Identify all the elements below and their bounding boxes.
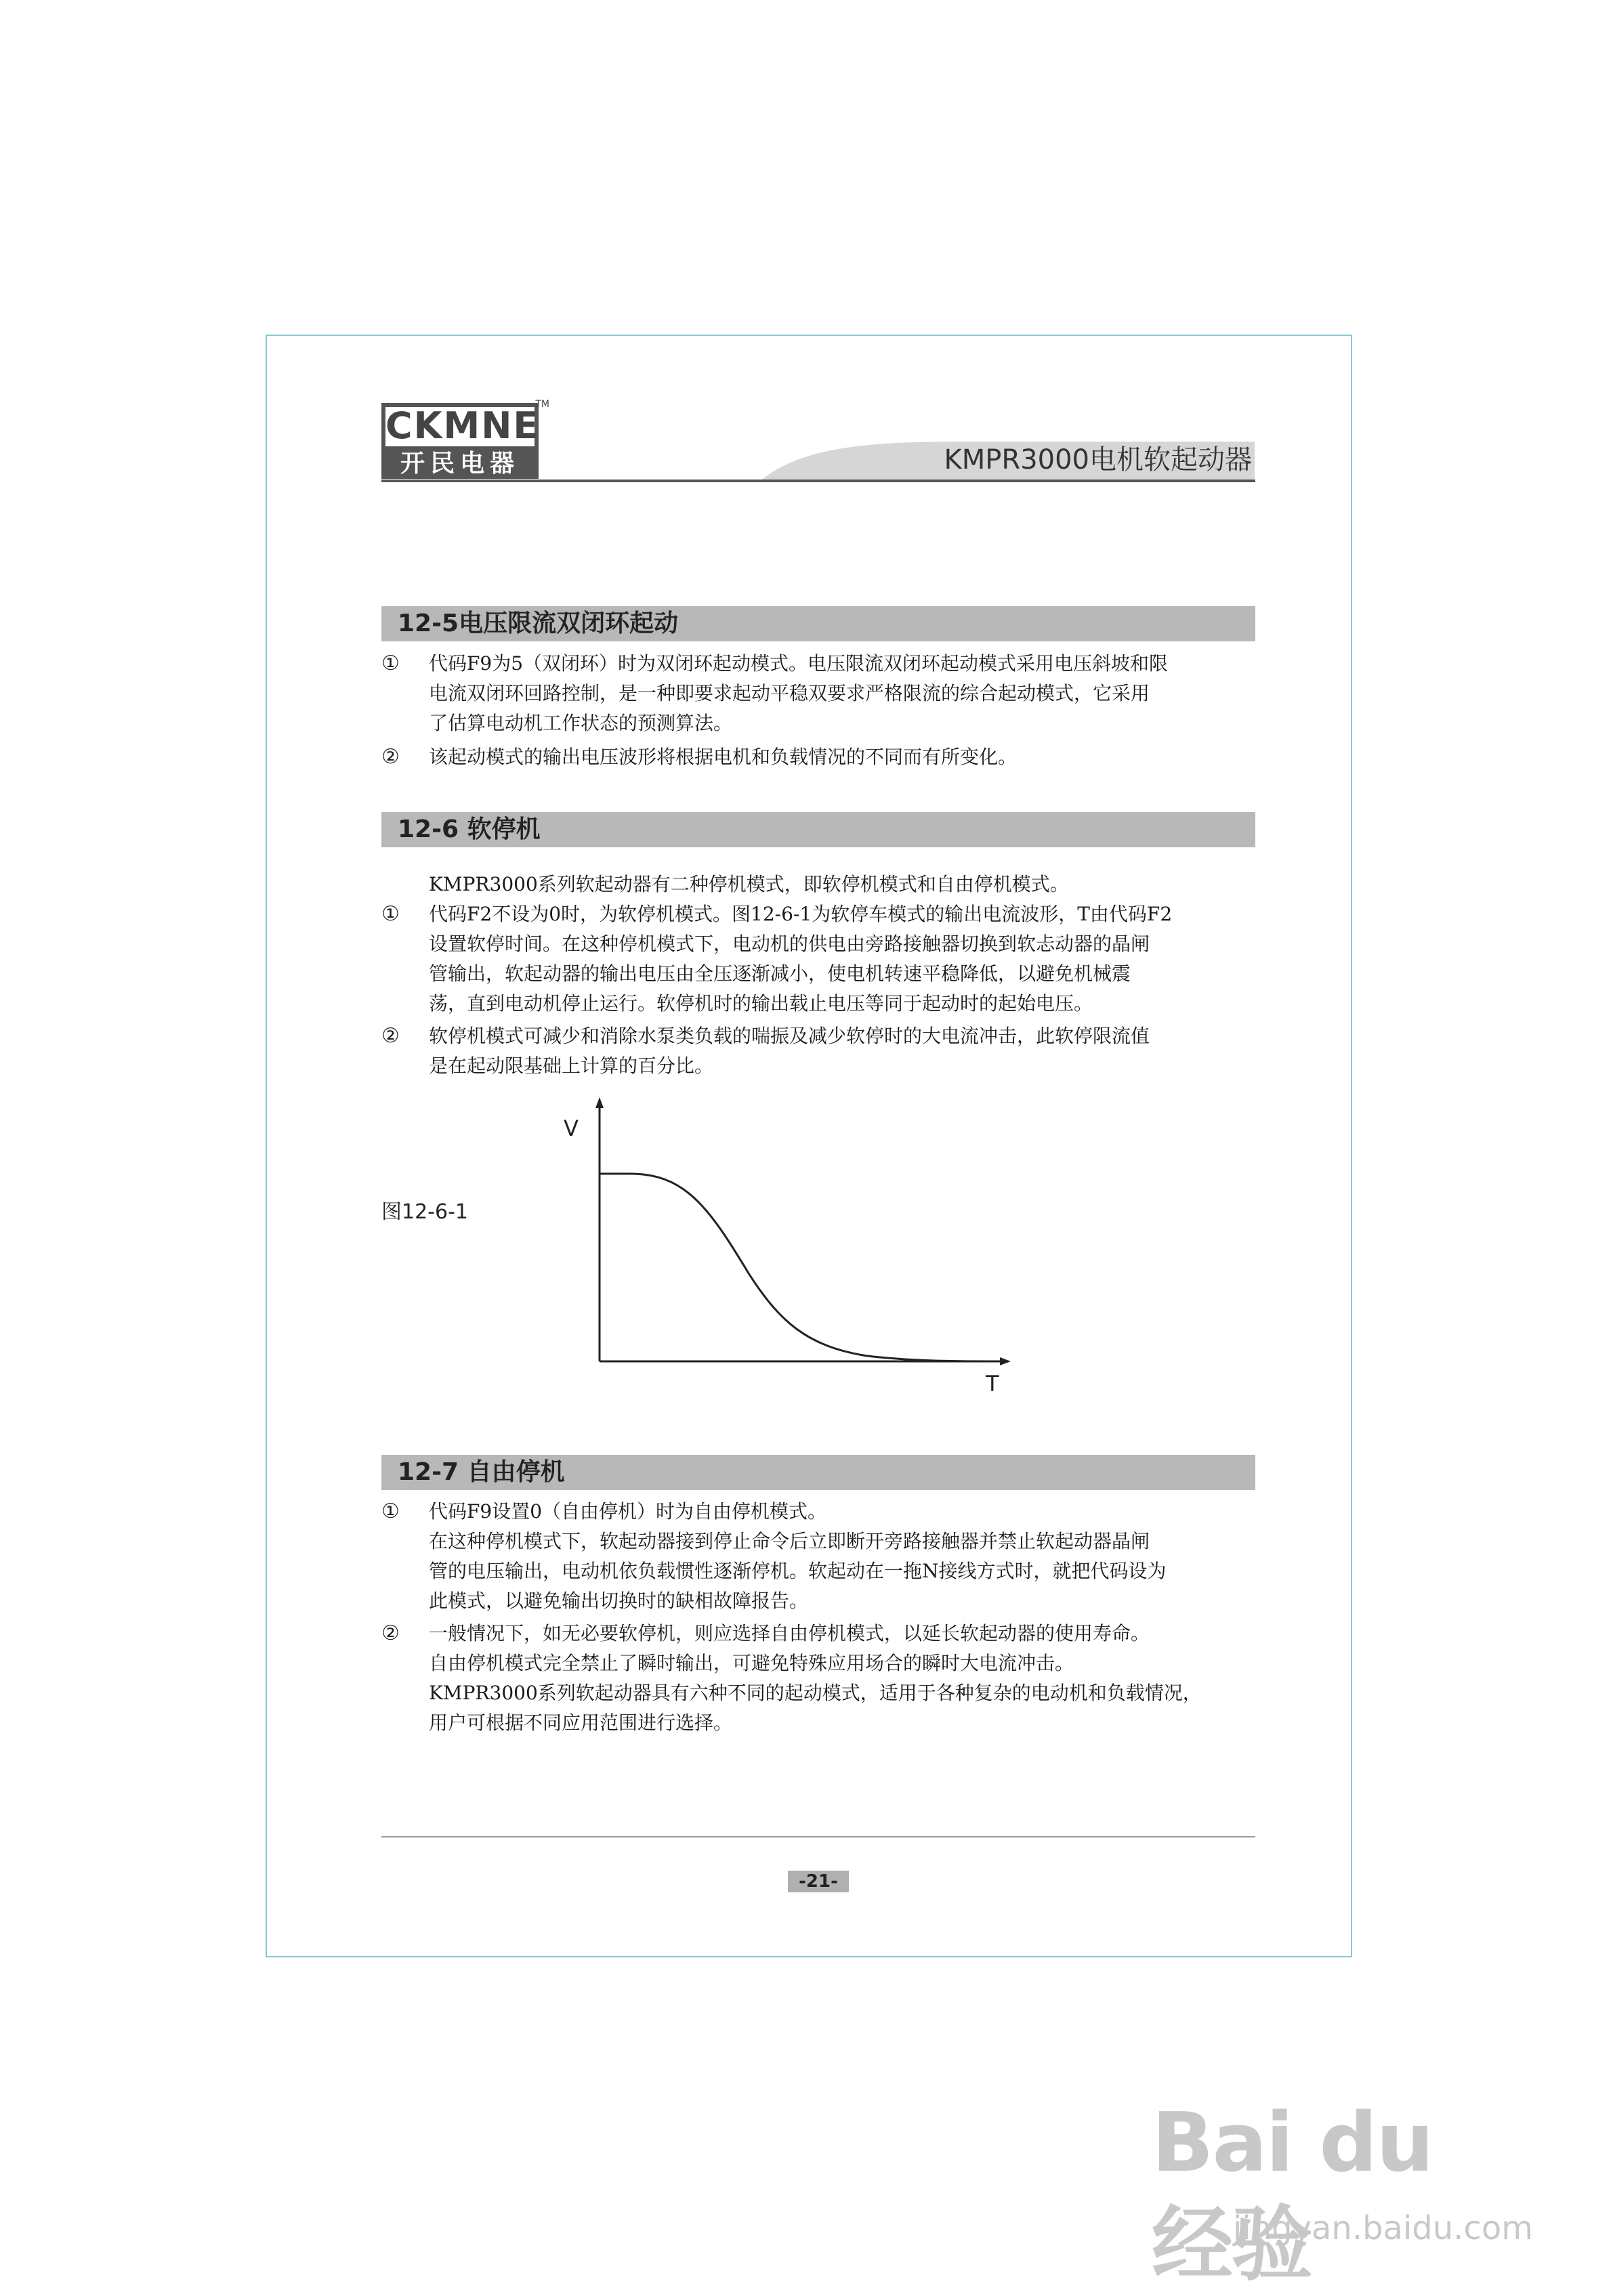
soft-stop-waveform-figure (583, 1097, 1016, 1368)
item-marker: ① (381, 1500, 400, 1523)
paragraph-line: 管输出，软起动器的输出电压由全压逐渐减小，使电机转速平稳降低，以避免机械震 (429, 962, 1131, 985)
paragraph-line: 是在起动限基础上计算的百分比。 (429, 1055, 714, 1077)
y-axis-label: V (564, 1115, 579, 1141)
footer-divider (381, 1836, 1255, 1837)
y-axis-arrow (595, 1097, 604, 1108)
baidu-watermark (1152, 2093, 1533, 2292)
header-divider (381, 480, 1255, 482)
paragraph-line: 用户可根据不同应用范围进行选择。 (429, 1712, 733, 1734)
paragraph-line: 代码F9为5（双闭环）时为双闭环起动模式。电压限流双闭环起动模式采用电压斜坡和限 (429, 652, 1169, 675)
paragraph-line: 在这种停机模式下，软起动器接到停止命令后立即断开旁路接触器并禁止软起动器晶闸 (429, 1530, 1150, 1552)
brand-logo (381, 399, 549, 479)
section-heading-12-7: 12-7 自由停机 (381, 1455, 1255, 1490)
item-marker: ② (381, 745, 400, 769)
figure-label: 图12-6-1 (381, 1200, 468, 1224)
document-title: KMPR3000电机软起动器 (944, 444, 1252, 475)
voltage-decay-curve (600, 1174, 989, 1361)
paragraph-line: 电流双闭环回路控制，是一种即要求起动平稳双要求严格限流的综合起动模式，它采用 (429, 682, 1150, 704)
paragraph-line: 管的电压输出，电动机依负载惯性逐渐停机。软起动在一拖N接线方式时，就把代码设为 (429, 1560, 1167, 1582)
watermark-url: jingyan.baidu.com (1233, 2209, 1533, 2247)
paragraph-line: 自由停机模式完全禁止了瞬时输出，可避免特殊应用场合的瞬时大电流冲击。 (429, 1652, 1074, 1674)
paragraph-line: 该起动模式的输出电压波形将根据电机和负载情况的不同而有所变化。 (429, 746, 1018, 768)
item-marker: ① (381, 652, 400, 675)
paragraph-line: 代码F2不设为0时，为软停机模式。图12-6-1为软停车模式的输出电流波形，T由代码F2 (429, 903, 1173, 925)
paragraph-line: 一般情况下，如无必要软停机，则应选择自由停机模式，以延长软起动器的使用寿命。 (429, 1622, 1150, 1644)
page-number: -21- (788, 1871, 849, 1892)
x-axis-label: T (986, 1371, 999, 1397)
paragraph-line: 荡，直到电动机停止运行。软停机时的输出载止电压等同于起动时的起始电压。 (429, 992, 1093, 1015)
logo-trademark: TM (535, 399, 549, 410)
item-marker: ② (381, 1621, 400, 1645)
paragraph-line: 代码F9设置0（自由停机）时为自由停机模式。 (429, 1500, 827, 1523)
logo-wordmark: CKMNE (381, 403, 539, 450)
section-heading-12-5: 12-5电压限流双闭环起动 (381, 606, 1255, 641)
paragraph-line: 软停机模式可减少和消除水泵类负载的喘振及减少软停时的大电流冲击，此软停限流值 (429, 1025, 1150, 1047)
paragraph-intro: KMPR3000系列软起动器有二种停机模式，即软停机模式和自由停机模式。 (429, 873, 1069, 895)
paragraph-line: 此模式，以避免输出切换时的缺相故障报告。 (429, 1590, 809, 1612)
paragraph-line: KMPR3000系列软起动器具有六种不同的起动模式，适用于各种复杂的电动机和负载情况， (429, 1682, 1202, 1704)
x-axis-arrow (1000, 1357, 1011, 1365)
section-heading-12-6: 12-6 软停机 (381, 812, 1255, 847)
item-marker: ① (381, 902, 400, 926)
watermark-logo-text: Bai du 经验 (1152, 2096, 1433, 2292)
item-marker: ② (381, 1024, 400, 1048)
logo-chinese-name: 开民电器 (381, 449, 539, 479)
paragraph-line: 了估算电动机工作状态的预测算法。 (429, 712, 733, 734)
paragraph-line: 设置软停时间。在这种停机模式下，电动机的供电由旁路接触器切换到软忐动器的晶闸 (429, 933, 1150, 955)
